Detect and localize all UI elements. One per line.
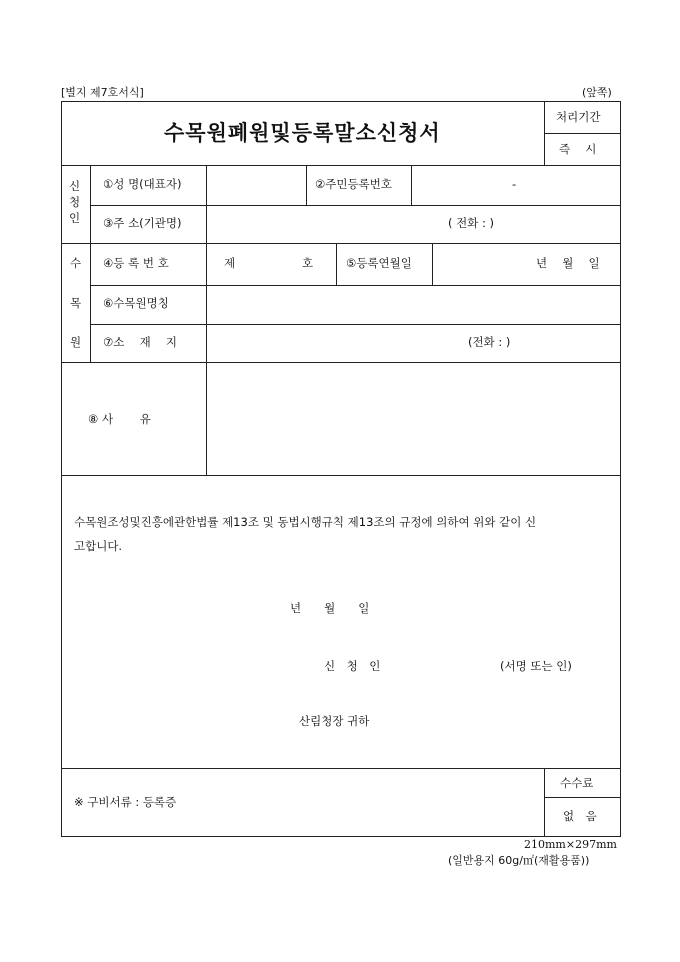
arboretum-name-label: ⑥수목원명칭 [103, 296, 169, 310]
recipient: 산림청장 귀하 [299, 714, 370, 728]
resident-number-value[interactable]: - [512, 177, 517, 191]
arboretum-label-3: 원 [70, 335, 82, 349]
paper-spec: (일반용지 60g/㎡(재활용품)) [448, 854, 590, 867]
applicant-label-3: 인 [69, 211, 81, 225]
declaration-date[interactable]: 년 월 일 [290, 601, 370, 615]
processing-period-label: 처리기간 [556, 110, 601, 124]
address-phone[interactable]: ( 전화 : ) [448, 216, 495, 230]
applicant-sign-label: 신 청 인 [324, 659, 381, 673]
reg-number-ho: 호 [302, 256, 314, 270]
fee-value: 없 음 [563, 809, 597, 823]
reg-number-je: 제 [224, 256, 236, 270]
arboretum-label-2: 목 [70, 296, 82, 310]
paper-size: 210mm×297mm [524, 838, 617, 851]
name-label: ①성 명(대표자) [103, 177, 182, 191]
reason-label: ⑧ 사 유 [88, 412, 151, 426]
reg-date-value[interactable]: 년 월 일 [536, 256, 600, 270]
declaration-line-1: 수목원조성및진흥에관한법률 제13조 및 동법시행규칙 제13조의 규정에 의하여 위와 같이 신 [74, 515, 537, 529]
declaration-line-2: 고합니다. [74, 539, 123, 553]
location-phone[interactable]: (전화 : ) [468, 335, 511, 349]
applicant-label-2: 청 [69, 195, 81, 209]
fee-label: 수수료 [560, 776, 594, 790]
arboretum-label-1: 수 [70, 256, 82, 270]
form-title: 수목원폐원및등록말소신청서 [164, 120, 441, 145]
resident-number-label: ②주민등록번호 [315, 177, 392, 191]
applicant-label-1: 신 [69, 179, 81, 193]
location-label: ⑦소 재 지 [103, 335, 177, 349]
page-side: (앞쪽) [582, 86, 612, 99]
form-number: [별지 제7호서식] [61, 86, 144, 99]
signature-placeholder[interactable]: (서명 또는 인) [500, 659, 572, 673]
reg-number-label: ④등 록 번 호 [103, 256, 169, 270]
address-label: ③주 소(기관명) [103, 216, 182, 230]
required-documents: ※ 구비서류 : 등록증 [74, 795, 177, 809]
reg-date-label: ⑤등록연월일 [346, 256, 412, 270]
processing-period-value: 즉 시 [559, 142, 597, 156]
